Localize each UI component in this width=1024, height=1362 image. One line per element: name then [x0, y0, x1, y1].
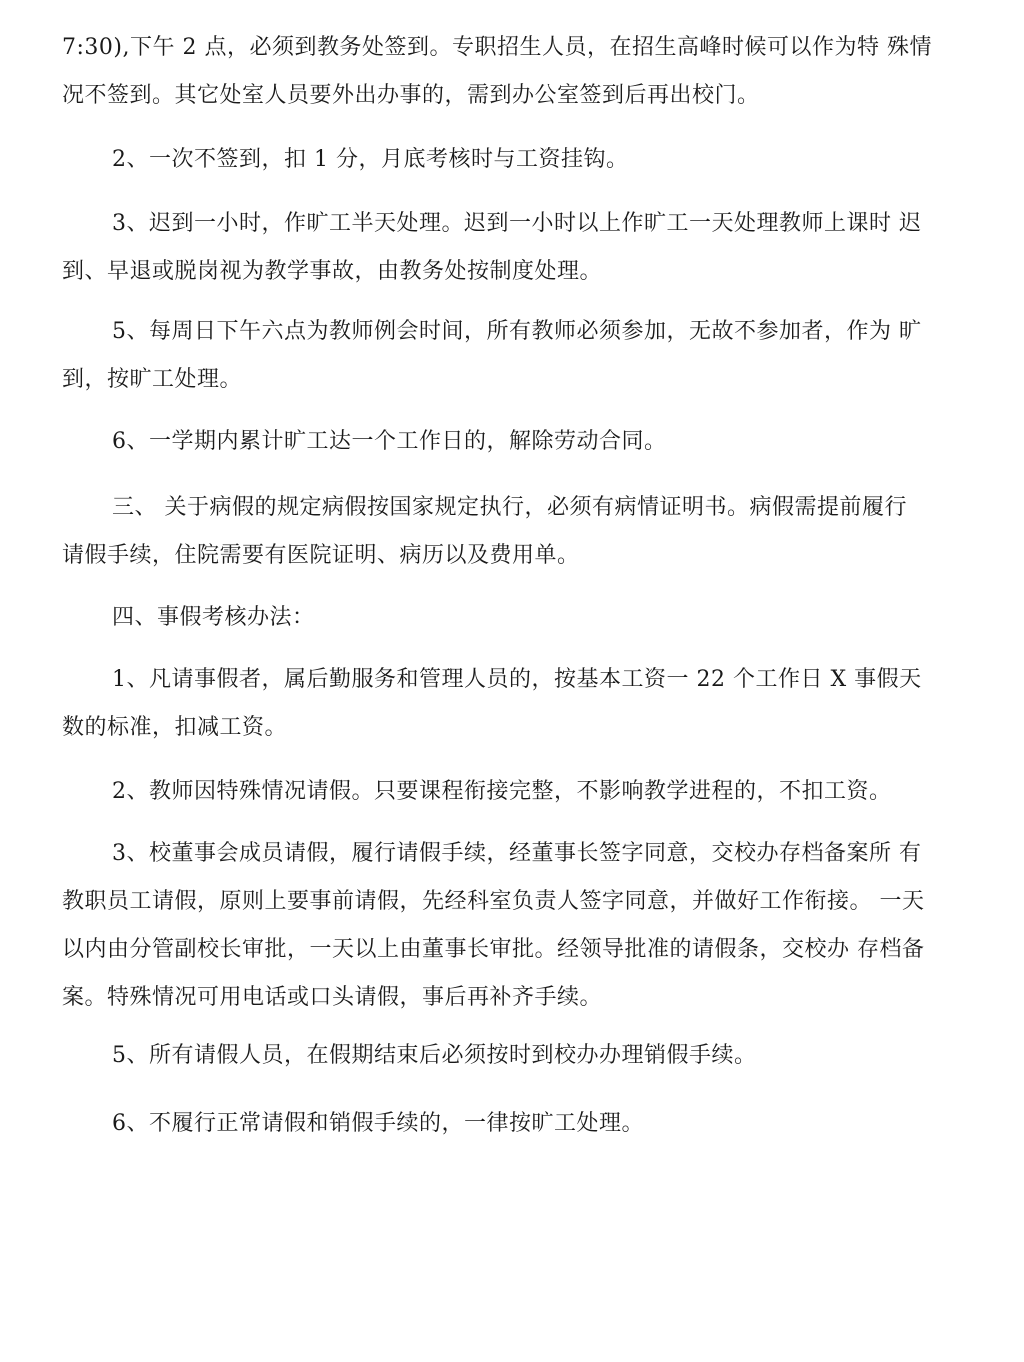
paragraph-line: 到、早退或脱岗视为教学事故，由教务处按制度处理。: [62, 259, 603, 284]
paragraph-line: 以内由分管副校长审批，一天以上由董事长审批。经领导批准的请假条，交校办 存档备: [62, 937, 925, 962]
paragraph-item-1-leave-deduction: [62, 656, 962, 752]
paragraph-line: 案。特殊情况可用电话或口头请假，事后再补齐手续。: [62, 985, 603, 1010]
paragraph-line: 3、校董事会成员请假，履行请假手续，经董事长签字同意，交校办存档备案所 有: [112, 841, 922, 866]
paragraph-item-3-approval: [62, 830, 962, 1022]
paragraph-item-6-violation: [62, 1100, 962, 1148]
paragraph-line: 况不签到。其它处室人员要外出办事的，需到办公室签到后再出校门。: [62, 83, 760, 108]
paragraph-item-5-return: [62, 1032, 962, 1080]
paragraph-line: 请假手续，住院需要有医院证明、病历以及费用单。: [62, 543, 580, 568]
paragraph-line: 教职员工请假，原则上要事前请假，先经科室负责人签字同意，并做好工作衔接。 一天: [62, 889, 925, 914]
paragraph-item-5-meeting: [62, 308, 962, 404]
section-heading: 四、事假考核办法：: [112, 605, 315, 630]
paragraph-line: 2、教师因特殊情况请假。只要课程衔接完整，不影响教学进程的，不扣工资。: [112, 779, 892, 804]
paragraph-item-2-no-signin: [62, 136, 962, 184]
paragraph-item-3-late: [62, 200, 962, 296]
paragraph-line: 1、凡请事假者，属后勤服务和管理人员的，按基本工资一 22 个工作日 X 事假天: [112, 667, 922, 692]
paragraph-line: 5、所有请假人员，在假期结束后必须按时到校办办理销假手续。: [112, 1043, 757, 1068]
paragraph-line: 数的标准，扣减工资。: [62, 715, 288, 740]
paragraph-item-2-teacher-leave: [62, 768, 962, 816]
paragraph-line: 到，按旷工处理。: [62, 367, 243, 392]
paragraph-line: 7:30),下午 2 点，必须到教务处签到。专职招生人员，在招生高峰时候可以作为特 殊情: [62, 35, 932, 60]
paragraph-line: 6、不履行正常请假和销假手续的，一律按旷工处理。: [112, 1111, 644, 1136]
paragraph-line: 三、 关于病假的规定病假按国家规定执行，必须有病情证明书。病假需提前履行: [112, 495, 907, 520]
paragraph-item-6-absence: [62, 418, 962, 466]
paragraph-line: 3、迟到一小时，作旷工半天处理。迟到一小时以上作旷工一天处理教师上课时 迟: [112, 211, 922, 236]
paragraph-line: 2、一次不签到，扣 1 分，月底考核时与工资挂钩。: [112, 147, 629, 172]
paragraph-sick-leave: [62, 484, 962, 580]
paragraph-line: 5、每周日下午六点为教师例会时间，所有教师必须参加，无故不参加者，作为 旷: [112, 319, 922, 344]
paragraph-line: 6、一学期内累计旷工达一个工作日的，解除劳动合同。: [112, 429, 667, 454]
section-heading-personal-leave: [62, 594, 962, 642]
paragraph-attendance-signin: [62, 24, 962, 120]
